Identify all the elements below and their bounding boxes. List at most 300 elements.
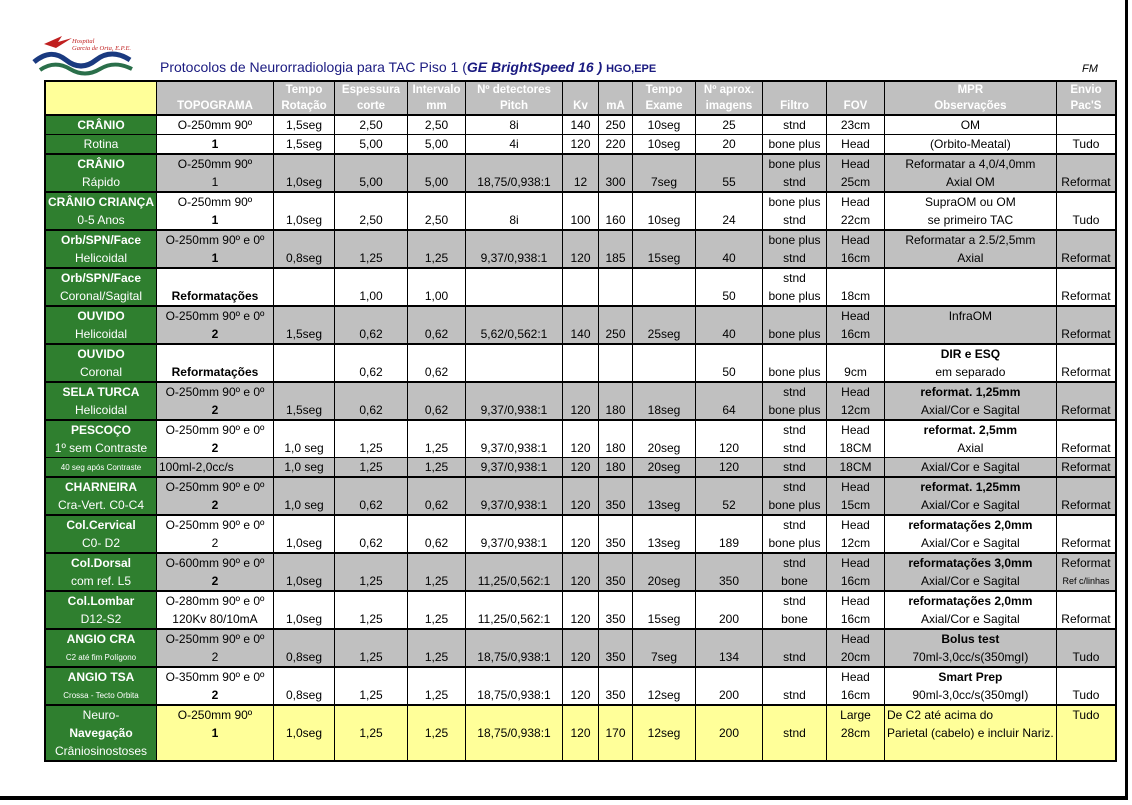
cell-tempo-rotacao[interactable]: 1,0 seg <box>274 496 335 515</box>
cell-num-imagens[interactable] <box>696 515 763 534</box>
cell-kv[interactable]: 120 <box>563 496 599 515</box>
header-espessura-corte[interactable] <box>335 81 408 115</box>
cell-kv[interactable]: 120 <box>563 686 599 705</box>
cell-filtro[interactable]: bone plus <box>763 135 827 155</box>
cell-fov[interactable]: Head <box>827 667 885 686</box>
cell-espessura-corte[interactable]: 2,50 <box>335 211 408 230</box>
cell-tempo-exame[interactable] <box>633 287 696 306</box>
cell-detectores-pitch[interactable] <box>466 629 563 648</box>
cell-exam[interactable]: OUVIDO <box>45 306 157 325</box>
cell-detectores-pitch[interactable] <box>466 344 563 363</box>
cell-num-imagens[interactable]: 120 <box>696 458 763 478</box>
cell-filtro[interactable]: bone plus <box>763 192 827 211</box>
cell-ma[interactable] <box>599 287 633 306</box>
cell-ma[interactable] <box>599 591 633 610</box>
cell-topograma[interactable]: 2 <box>157 686 274 705</box>
cell-intervalo[interactable]: 5,00 <box>408 173 466 192</box>
cell-tempo-exame[interactable] <box>633 591 696 610</box>
cell-tempo-rotacao[interactable]: 1,0 seg <box>274 458 335 478</box>
cell-kv[interactable] <box>563 287 599 306</box>
cell-mpr-observacoes[interactable]: 90ml-3,0cc/s(350mgI) <box>885 686 1057 705</box>
cell-exam[interactable]: Helicoidal <box>45 325 157 344</box>
cell-num-imagens[interactable] <box>696 306 763 325</box>
cell-fov[interactable]: Head <box>827 553 885 572</box>
cell-intervalo[interactable] <box>408 344 466 363</box>
cell-kv[interactable] <box>563 306 599 325</box>
cell-envio-pacs[interactable]: Reformat <box>1056 249 1116 268</box>
cell-detectores-pitch[interactable] <box>466 553 563 572</box>
cell-intervalo[interactable] <box>408 667 466 686</box>
cell-topograma[interactable]: 100ml-2,0cc/s <box>157 458 274 478</box>
cell-exam[interactable]: Rotina <box>45 135 157 155</box>
cell-num-imagens[interactable]: 55 <box>696 173 763 192</box>
cell-ma[interactable]: 250 <box>599 325 633 344</box>
cell-filtro[interactable] <box>763 629 827 648</box>
cell-fov[interactable]: Head <box>827 306 885 325</box>
cell-filtro[interactable]: stnd <box>763 477 827 496</box>
cell-detectores-pitch[interactable]: 9,37/0,938:1 <box>466 534 563 553</box>
cell-ma[interactable] <box>599 515 633 534</box>
cell-mpr-observacoes[interactable]: reformatações 2,0mm <box>885 515 1057 534</box>
cell-detectores-pitch[interactable]: 11,25/0,562:1 <box>466 572 563 591</box>
cell-mpr-observacoes[interactable]: Reformatar a 4,0/4,0mm <box>885 154 1057 173</box>
cell-mpr-observacoes[interactable]: reformatações 3,0mm <box>885 553 1057 572</box>
cell-topograma[interactable]: O-250mm 90º e 0º <box>157 629 274 648</box>
cell-tempo-exame[interactable] <box>633 629 696 648</box>
cell-intervalo[interactable] <box>408 591 466 610</box>
cell-tempo-exame[interactable]: 10seg <box>633 115 696 135</box>
cell-filtro[interactable]: stnd <box>763 591 827 610</box>
cell-tempo-exame[interactable] <box>633 667 696 686</box>
cell-topograma[interactable]: 2 <box>157 534 274 553</box>
cell-tempo-exame[interactable]: 18seg <box>633 401 696 420</box>
cell-tempo-rotacao[interactable] <box>274 306 335 325</box>
cell-espessura-corte[interactable] <box>335 553 408 572</box>
cell-kv[interactable]: 120 <box>563 458 599 478</box>
cell-ma[interactable] <box>599 192 633 211</box>
cell-filtro[interactable] <box>763 742 827 761</box>
cell-tempo-rotacao[interactable] <box>274 154 335 173</box>
cell-exam[interactable]: Col.Lombar <box>45 591 157 610</box>
cell-intervalo[interactable] <box>408 382 466 401</box>
cell-num-imagens[interactable]: 52 <box>696 496 763 515</box>
cell-exam[interactable]: Orb/SPN/Face <box>45 268 157 287</box>
cell-exam[interactable]: 0-5 Anos <box>45 211 157 230</box>
cell-topograma[interactable]: 2 <box>157 439 274 458</box>
cell-intervalo[interactable]: 0,62 <box>408 363 466 382</box>
cell-mpr-observacoes[interactable]: Axial <box>885 249 1057 268</box>
cell-num-imagens[interactable]: 40 <box>696 325 763 344</box>
cell-espessura-corte[interactable]: 5,00 <box>335 135 408 155</box>
cell-mpr-observacoes[interactable]: SupraOM ou OM <box>885 192 1057 211</box>
cell-fov[interactable]: 28cm <box>827 724 885 742</box>
cell-num-imagens[interactable] <box>696 667 763 686</box>
cell-ma[interactable] <box>599 344 633 363</box>
cell-num-imagens[interactable]: 200 <box>696 686 763 705</box>
cell-ma[interactable] <box>599 477 633 496</box>
cell-exam[interactable]: 1º sem Contraste <box>45 439 157 458</box>
cell-kv[interactable] <box>563 629 599 648</box>
header-envio-pacs[interactable] <box>1056 81 1116 115</box>
cell-fov[interactable]: Head <box>827 135 885 155</box>
cell-ma[interactable]: 350 <box>599 534 633 553</box>
cell-num-imagens[interactable]: 25 <box>696 115 763 135</box>
cell-tempo-rotacao[interactable]: 1,5seg <box>274 115 335 135</box>
cell-topograma[interactable]: O-250mm 90º e 0º <box>157 306 274 325</box>
cell-topograma[interactable]: O-250mm 90º e 0º <box>157 382 274 401</box>
cell-tempo-exame[interactable] <box>633 268 696 287</box>
cell-topograma[interactable]: O-250mm 90º e 0º <box>157 477 274 496</box>
cell-detectores-pitch[interactable]: 9,37/0,938:1 <box>466 249 563 268</box>
cell-detectores-pitch[interactable]: 11,25/0,562:1 <box>466 610 563 629</box>
cell-tempo-exame[interactable]: 20seg <box>633 439 696 458</box>
cell-tempo-rotacao[interactable] <box>274 553 335 572</box>
cell-exam[interactable]: PESCOÇO <box>45 420 157 439</box>
cell-detectores-pitch[interactable]: 18,75/0,938:1 <box>466 724 563 742</box>
cell-topograma[interactable]: O-250mm 90º e 0º <box>157 515 274 534</box>
cell-envio-pacs[interactable]: Tudo <box>1056 686 1116 705</box>
cell-envio-pacs[interactable]: Reformat <box>1056 287 1116 306</box>
cell-num-imagens[interactable]: 50 <box>696 287 763 306</box>
cell-espessura-corte[interactable] <box>335 230 408 249</box>
cell-mpr-observacoes[interactable]: Parietal (cabelo) e incluir Nariz. <box>885 724 1057 742</box>
cell-num-imagens[interactable]: 20 <box>696 135 763 155</box>
cell-fov[interactable] <box>827 742 885 761</box>
cell-mpr-observacoes[interactable]: (Orbito-Meatal) <box>885 135 1057 155</box>
cell-tempo-rotacao[interactable]: 0,8seg <box>274 249 335 268</box>
cell-ma[interactable] <box>599 382 633 401</box>
cell-num-imagens[interactable] <box>696 192 763 211</box>
cell-envio-pacs[interactable]: Reformat <box>1056 325 1116 344</box>
cell-tempo-exame[interactable] <box>633 382 696 401</box>
cell-detectores-pitch[interactable] <box>466 477 563 496</box>
cell-detectores-pitch[interactable]: 8i <box>466 115 563 135</box>
cell-topograma[interactable]: O-250mm 90º e 0º <box>157 230 274 249</box>
cell-filtro[interactable] <box>763 667 827 686</box>
cell-envio-pacs[interactable] <box>1056 306 1116 325</box>
cell-mpr-observacoes[interactable]: Axial/Cor e Sagital <box>885 534 1057 553</box>
cell-topograma[interactable]: 1 <box>157 249 274 268</box>
cell-filtro[interactable]: bone plus <box>763 154 827 173</box>
cell-filtro[interactable]: stnd <box>763 724 827 742</box>
cell-fov[interactable]: 12cm <box>827 534 885 553</box>
cell-exam[interactable]: Col.Dorsal <box>45 553 157 572</box>
cell-fov[interactable]: 25cm <box>827 173 885 192</box>
cell-fov[interactable]: 16cm <box>827 325 885 344</box>
cell-envio-pacs[interactable]: Ref c/linhas <box>1056 572 1116 591</box>
cell-detectores-pitch[interactable]: 8i <box>466 211 563 230</box>
cell-filtro[interactable]: bone plus <box>763 325 827 344</box>
cell-ma[interactable]: 350 <box>599 610 633 629</box>
cell-exam[interactable]: ANGIO CRA <box>45 629 157 648</box>
cell-espessura-corte[interactable] <box>335 420 408 439</box>
cell-espessura-corte[interactable] <box>335 382 408 401</box>
cell-intervalo[interactable] <box>408 477 466 496</box>
cell-ma[interactable]: 220 <box>599 135 633 155</box>
cell-envio-pacs[interactable] <box>1056 230 1116 249</box>
cell-filtro[interactable]: bone plus <box>763 401 827 420</box>
cell-espessura-corte[interactable] <box>335 477 408 496</box>
cell-tempo-exame[interactable] <box>633 553 696 572</box>
cell-intervalo[interactable] <box>408 420 466 439</box>
cell-intervalo[interactable]: 1,00 <box>408 287 466 306</box>
header-detectores-pitch[interactable] <box>466 81 563 115</box>
cell-envio-pacs[interactable] <box>1056 477 1116 496</box>
cell-ma[interactable] <box>599 230 633 249</box>
cell-espessura-corte[interactable]: 5,00 <box>335 173 408 192</box>
cell-envio-pacs[interactable] <box>1056 515 1116 534</box>
cell-intervalo[interactable]: 1,25 <box>408 610 466 629</box>
cell-num-imagens[interactable]: 40 <box>696 249 763 268</box>
cell-tempo-exame[interactable] <box>633 515 696 534</box>
cell-topograma[interactable]: O-350mm 90º e 0º <box>157 667 274 686</box>
cell-mpr-observacoes[interactable]: reformat. 2,5mm <box>885 420 1057 439</box>
cell-tempo-exame[interactable]: 7seg <box>633 173 696 192</box>
cell-mpr-observacoes[interactable] <box>885 268 1057 287</box>
cell-fov[interactable]: Head <box>827 629 885 648</box>
cell-kv[interactable] <box>563 344 599 363</box>
cell-envio-pacs[interactable]: Tudo <box>1056 705 1116 724</box>
cell-tempo-exame[interactable]: 13seg <box>633 496 696 515</box>
cell-filtro[interactable]: stnd <box>763 553 827 572</box>
cell-kv[interactable]: 120 <box>563 534 599 553</box>
cell-tempo-rotacao[interactable] <box>274 591 335 610</box>
cell-ma[interactable] <box>599 553 633 572</box>
cell-espessura-corte[interactable] <box>335 629 408 648</box>
cell-num-imagens[interactable] <box>696 591 763 610</box>
cell-num-imagens[interactable] <box>696 705 763 724</box>
header-filtro[interactable] <box>763 81 827 115</box>
cell-filtro[interactable]: stnd <box>763 382 827 401</box>
cell-ma[interactable]: 350 <box>599 572 633 591</box>
cell-filtro[interactable]: bone plus <box>763 363 827 382</box>
cell-fov[interactable]: 16cm <box>827 249 885 268</box>
cell-topograma[interactable] <box>157 344 274 363</box>
cell-intervalo[interactable] <box>408 268 466 287</box>
cell-intervalo[interactable]: 1,25 <box>408 686 466 705</box>
cell-envio-pacs[interactable]: Reformat <box>1056 496 1116 515</box>
cell-detectores-pitch[interactable]: 18,75/0,938:1 <box>466 173 563 192</box>
cell-intervalo[interactable] <box>408 705 466 724</box>
cell-filtro[interactable]: stnd <box>763 515 827 534</box>
cell-espessura-corte[interactable]: 0,62 <box>335 496 408 515</box>
cell-intervalo[interactable]: 1,25 <box>408 458 466 478</box>
cell-fov[interactable]: Head <box>827 192 885 211</box>
cell-intervalo[interactable]: 1,25 <box>408 724 466 742</box>
cell-tempo-rotacao[interactable]: 1,0seg <box>274 610 335 629</box>
cell-espessura-corte[interactable] <box>335 742 408 761</box>
cell-kv[interactable]: 120 <box>563 249 599 268</box>
cell-exam[interactable]: D12-S2 <box>45 610 157 629</box>
cell-envio-pacs[interactable] <box>1056 154 1116 173</box>
cell-detectores-pitch[interactable] <box>466 154 563 173</box>
cell-ma[interactable]: 350 <box>599 648 633 667</box>
cell-detectores-pitch[interactable]: 9,37/0,938:1 <box>466 401 563 420</box>
cell-filtro[interactable] <box>763 344 827 363</box>
cell-detectores-pitch[interactable]: 9,37/0,938:1 <box>466 439 563 458</box>
cell-detectores-pitch[interactable] <box>466 363 563 382</box>
cell-kv[interactable]: 120 <box>563 724 599 742</box>
cell-ma[interactable]: 180 <box>599 401 633 420</box>
cell-fov[interactable]: Head <box>827 420 885 439</box>
cell-fov[interactable]: Head <box>827 515 885 534</box>
cell-num-imagens[interactable] <box>696 230 763 249</box>
cell-intervalo[interactable]: 1,25 <box>408 439 466 458</box>
cell-num-imagens[interactable]: 24 <box>696 211 763 230</box>
cell-tempo-rotacao[interactable] <box>274 667 335 686</box>
cell-filtro[interactable]: stnd <box>763 439 827 458</box>
cell-fov[interactable]: 18CM <box>827 439 885 458</box>
cell-envio-pacs[interactable]: Reformat <box>1056 610 1116 629</box>
header-kv[interactable] <box>563 81 599 115</box>
cell-kv[interactable] <box>563 553 599 572</box>
cell-filtro[interactable]: bone plus <box>763 230 827 249</box>
cell-intervalo[interactable] <box>408 553 466 572</box>
cell-kv[interactable] <box>563 515 599 534</box>
cell-fov[interactable]: 9cm <box>827 363 885 382</box>
cell-filtro[interactable]: stnd <box>763 249 827 268</box>
cell-ma[interactable]: 300 <box>599 173 633 192</box>
cell-mpr-observacoes[interactable]: Bolus test <box>885 629 1057 648</box>
cell-espessura-corte[interactable] <box>335 192 408 211</box>
cell-detectores-pitch[interactable] <box>466 591 563 610</box>
cell-detectores-pitch[interactable]: 4i <box>466 135 563 155</box>
cell-espessura-corte[interactable] <box>335 705 408 724</box>
cell-filtro[interactable]: stnd <box>763 686 827 705</box>
cell-fov[interactable]: Head <box>827 477 885 496</box>
cell-espessura-corte[interactable]: 0,62 <box>335 325 408 344</box>
cell-num-imagens[interactable]: 134 <box>696 648 763 667</box>
cell-espessura-corte[interactable]: 0,62 <box>335 363 408 382</box>
cell-topograma[interactable]: 1 <box>157 135 274 155</box>
cell-topograma[interactable]: 120Kv 80/10mA <box>157 610 274 629</box>
cell-tempo-exame[interactable]: 15seg <box>633 610 696 629</box>
cell-topograma[interactable]: O-250mm 90º <box>157 154 274 173</box>
cell-fov[interactable] <box>827 268 885 287</box>
cell-tempo-rotacao[interactable] <box>274 629 335 648</box>
cell-mpr-observacoes[interactable]: em separado <box>885 363 1057 382</box>
cell-tempo-rotacao[interactable]: 1,5seg <box>274 135 335 155</box>
cell-envio-pacs[interactable] <box>1056 420 1116 439</box>
cell-envio-pacs[interactable]: Tudo <box>1056 211 1116 230</box>
cell-kv[interactable] <box>563 154 599 173</box>
cell-exam[interactable]: Coronal <box>45 363 157 382</box>
cell-tempo-rotacao[interactable] <box>274 515 335 534</box>
cell-exam[interactable]: CHARNEIRA <box>45 477 157 496</box>
cell-fov[interactable]: 16cm <box>827 572 885 591</box>
cell-envio-pacs[interactable] <box>1056 629 1116 648</box>
cell-ma[interactable] <box>599 154 633 173</box>
cell-tempo-exame[interactable]: 10seg <box>633 211 696 230</box>
cell-intervalo[interactable]: 2,50 <box>408 115 466 135</box>
cell-tempo-exame[interactable] <box>633 344 696 363</box>
cell-ma[interactable]: 350 <box>599 496 633 515</box>
cell-tempo-rotacao[interactable] <box>274 344 335 363</box>
cell-mpr-observacoes[interactable]: Reformatar a 2.5/2,5mm <box>885 230 1057 249</box>
cell-num-imagens[interactable]: 350 <box>696 572 763 591</box>
cell-tempo-rotacao[interactable]: 0,8seg <box>274 686 335 705</box>
cell-exam[interactable]: CRÂNIO <box>45 154 157 173</box>
cell-filtro[interactable]: stnd <box>763 268 827 287</box>
cell-exam[interactable]: OUVIDO <box>45 344 157 363</box>
cell-num-imagens[interactable]: 64 <box>696 401 763 420</box>
header-mpr-observacoes[interactable] <box>885 81 1057 115</box>
cell-ma[interactable]: 160 <box>599 211 633 230</box>
cell-fov[interactable]: 15cm <box>827 496 885 515</box>
cell-tempo-exame[interactable] <box>633 306 696 325</box>
cell-fov[interactable]: 18CM <box>827 458 885 478</box>
cell-mpr-observacoes[interactable]: OM <box>885 115 1057 135</box>
cell-fov[interactable]: 20cm <box>827 648 885 667</box>
cell-envio-pacs[interactable] <box>1056 382 1116 401</box>
cell-mpr-observacoes[interactable]: Axial <box>885 439 1057 458</box>
cell-fov[interactable]: Head <box>827 382 885 401</box>
cell-intervalo[interactable]: 0,62 <box>408 401 466 420</box>
cell-ma[interactable]: 170 <box>599 724 633 742</box>
cell-espessura-corte[interactable]: 0,62 <box>335 401 408 420</box>
cell-kv[interactable]: 12 <box>563 173 599 192</box>
cell-filtro[interactable]: stnd <box>763 115 827 135</box>
cell-detectores-pitch[interactable] <box>466 306 563 325</box>
cell-mpr-observacoes[interactable]: reformatações 2,0mm <box>885 591 1057 610</box>
cell-tempo-rotacao[interactable] <box>274 230 335 249</box>
cell-topograma[interactable]: 1 <box>157 211 274 230</box>
cell-kv[interactable] <box>563 382 599 401</box>
cell-kv[interactable]: 120 <box>563 648 599 667</box>
cell-envio-pacs[interactable] <box>1056 268 1116 287</box>
cell-tempo-rotacao[interactable]: 1,0 seg <box>274 439 335 458</box>
cell-tempo-exame[interactable]: 25seg <box>633 325 696 344</box>
cell-exam[interactable]: Navegação <box>45 724 157 742</box>
cell-envio-pacs[interactable]: Reformat <box>1056 458 1116 478</box>
cell-ma[interactable] <box>599 742 633 761</box>
cell-filtro[interactable]: stnd <box>763 173 827 192</box>
cell-mpr-observacoes[interactable]: Axial/Cor e Sagital <box>885 572 1057 591</box>
cell-fov[interactable]: 12cm <box>827 401 885 420</box>
cell-detectores-pitch[interactable] <box>466 287 563 306</box>
cell-exam[interactable]: CRÂNIO <box>45 115 157 135</box>
cell-fov[interactable]: Head <box>827 230 885 249</box>
cell-topograma[interactable]: Reformatações <box>157 287 274 306</box>
cell-intervalo[interactable] <box>408 742 466 761</box>
cell-exam[interactable]: 40 seg após Contraste <box>45 458 157 478</box>
cell-tempo-rotacao[interactable] <box>274 477 335 496</box>
cell-espessura-corte[interactable]: 1,25 <box>335 648 408 667</box>
cell-kv[interactable] <box>563 477 599 496</box>
cell-exam[interactable]: Helicoidal <box>45 401 157 420</box>
cell-mpr-observacoes[interactable]: Axial/Cor e Sagital <box>885 496 1057 515</box>
cell-mpr-observacoes[interactable] <box>885 287 1057 306</box>
cell-kv[interactable]: 120 <box>563 572 599 591</box>
cell-num-imagens[interactable] <box>696 382 763 401</box>
cell-topograma[interactable]: 1 <box>157 724 274 742</box>
cell-num-imagens[interactable] <box>696 629 763 648</box>
cell-espessura-corte[interactable]: 1,25 <box>335 724 408 742</box>
cell-exam[interactable]: Orb/SPN/Face <box>45 230 157 249</box>
cell-intervalo[interactable]: 0,62 <box>408 496 466 515</box>
cell-intervalo[interactable] <box>408 192 466 211</box>
cell-exam[interactable]: CRÂNIO CRIANÇA <box>45 192 157 211</box>
cell-detectores-pitch[interactable] <box>466 515 563 534</box>
cell-topograma[interactable]: 2 <box>157 572 274 591</box>
cell-topograma[interactable]: 2 <box>157 325 274 344</box>
cell-intervalo[interactable] <box>408 515 466 534</box>
cell-intervalo[interactable] <box>408 629 466 648</box>
cell-fov[interactable]: 16cm <box>827 686 885 705</box>
cell-kv[interactable]: 140 <box>563 325 599 344</box>
cell-intervalo[interactable] <box>408 230 466 249</box>
cell-tempo-rotacao[interactable]: 1,0seg <box>274 173 335 192</box>
